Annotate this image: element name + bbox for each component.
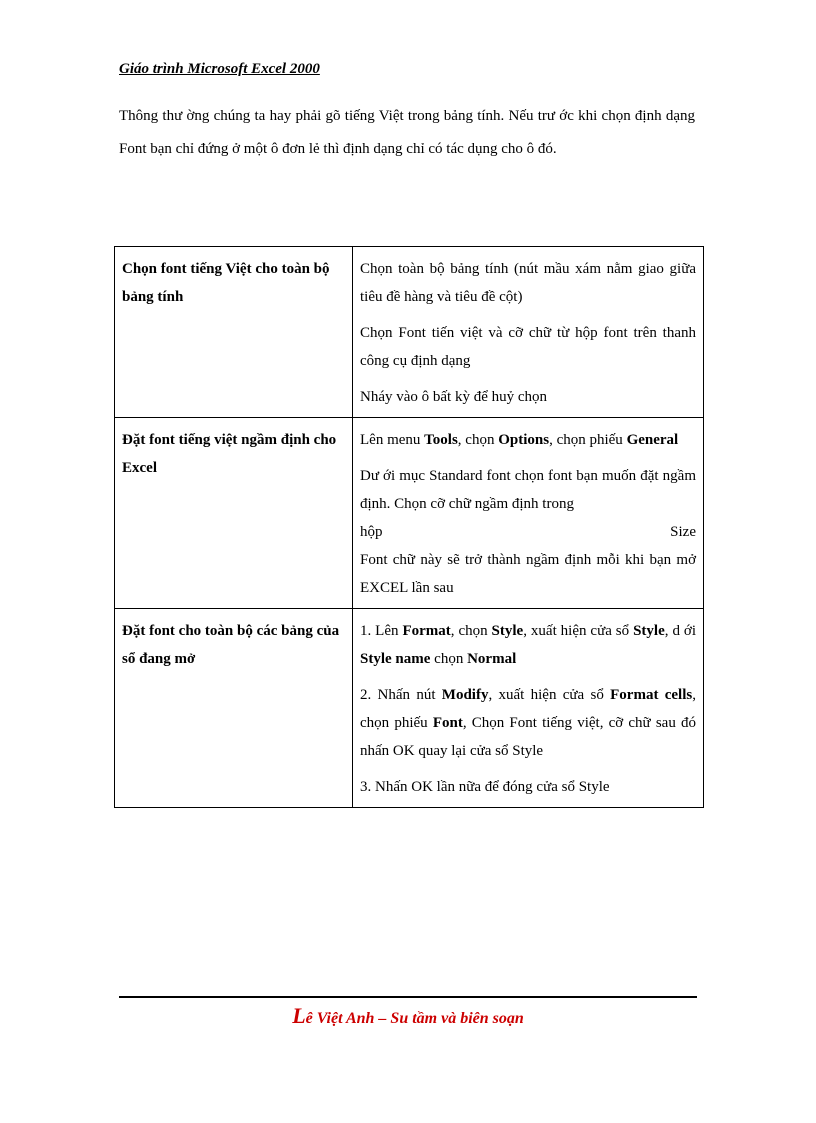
step-paragraph: 3. Nhấn OK lần nữa để đóng cửa sổ Style [360, 779, 610, 795]
task-cell: Chọn font tiếng Việt cho toàn bộ bảng tính [115, 247, 353, 418]
button-name-modify: Modify [441, 687, 489, 703]
step-text: , chọn phiếu [549, 432, 627, 448]
step-paragraph [360, 462, 696, 602]
task-cell: Đặt font cho toàn bộ các bảng của sổ đang mở [115, 609, 353, 808]
steps-cell [353, 418, 704, 609]
step-line [360, 518, 696, 546]
step-paragraph [360, 426, 696, 454]
option-name-normal: Normal [467, 651, 517, 667]
step-text: , chọn [450, 623, 492, 639]
step-text: Dư ới mục Standard font chọn font bạn muốn đặt ngầm định. Chọn cỡ chữ ngầm định trong [360, 468, 696, 512]
footer-initial: L [292, 1003, 306, 1028]
footer-credit [119, 1003, 697, 1029]
step-paragraph [360, 681, 696, 765]
task-cell: Đặt font tiếng việt ngầm định cho Excel [115, 418, 353, 609]
step-text: chọn [430, 651, 468, 667]
step-text: Lên menu [360, 432, 425, 448]
table-row [115, 247, 704, 418]
step-paragraph: Nháy vào ô bất kỳ để huỷ chọn [360, 389, 548, 405]
table-row [115, 418, 704, 609]
step-text: 1. Lên [360, 623, 403, 639]
document-header-title: Giáo trình Microsoft Excel 2000 [119, 61, 320, 77]
menu-name-style: Style [491, 623, 524, 639]
menu-name-format: Format [402, 623, 451, 639]
menu-name-tools: Tools [424, 432, 458, 448]
footer-text: ê Việt Anh – Su tầm và biên soạn [305, 1010, 524, 1027]
field-name-style-name: Style name [360, 651, 431, 667]
steps-cell [353, 609, 704, 808]
intro-paragraph: Thông thư ờng chúng ta hay phải gõ tiếng Việt trong bảng tính. Nếu trư ớc khi chọn định dạng Font bạn chỉ đứng ở một ô đơn lẻ thì định dạng chỉ có tác dụng cho ô đó. [119, 108, 695, 157]
step-paragraph [360, 617, 696, 673]
step-text: , xuất hiện cửa sổ [488, 687, 611, 703]
tab-name-general: General [626, 432, 679, 448]
tab-name-font: Font [432, 715, 463, 731]
step-text: Font chữ này sẽ trở thành ngầm định mỗi khi bạn mở EXCEL lần sau [360, 552, 696, 596]
instruction-table [114, 246, 704, 808]
step-text: Size [670, 524, 696, 540]
table-row [115, 609, 704, 808]
window-name-style: Style [633, 623, 665, 639]
step-text: 2. Nhấn nút [360, 687, 442, 703]
footer-divider [119, 996, 697, 998]
step-paragraph: Chọn toàn bộ bảng tính (nút mầu xám nằm giao giữa tiêu đề hàng và tiêu đề cột) [360, 261, 696, 305]
step-text: , d ới [664, 623, 696, 639]
step-text: , chọn phiếu [360, 687, 696, 731]
step-text: , Chọn Font tiếng việt, cỡ chữ sau đó nhấn OK quay lại cửa sổ Style [360, 715, 696, 759]
step-text: hộp [360, 524, 383, 540]
menu-name-options: Options [498, 432, 550, 448]
step-text: , chọn [457, 432, 499, 448]
window-name-format-cells: Format cells [610, 687, 693, 703]
step-paragraph: Chọn Font tiến việt và cỡ chữ từ hộp font trên thanh công cụ định dạng [360, 325, 696, 369]
step-text: , xuất hiện cửa sổ [523, 623, 634, 639]
steps-cell [353, 247, 704, 418]
